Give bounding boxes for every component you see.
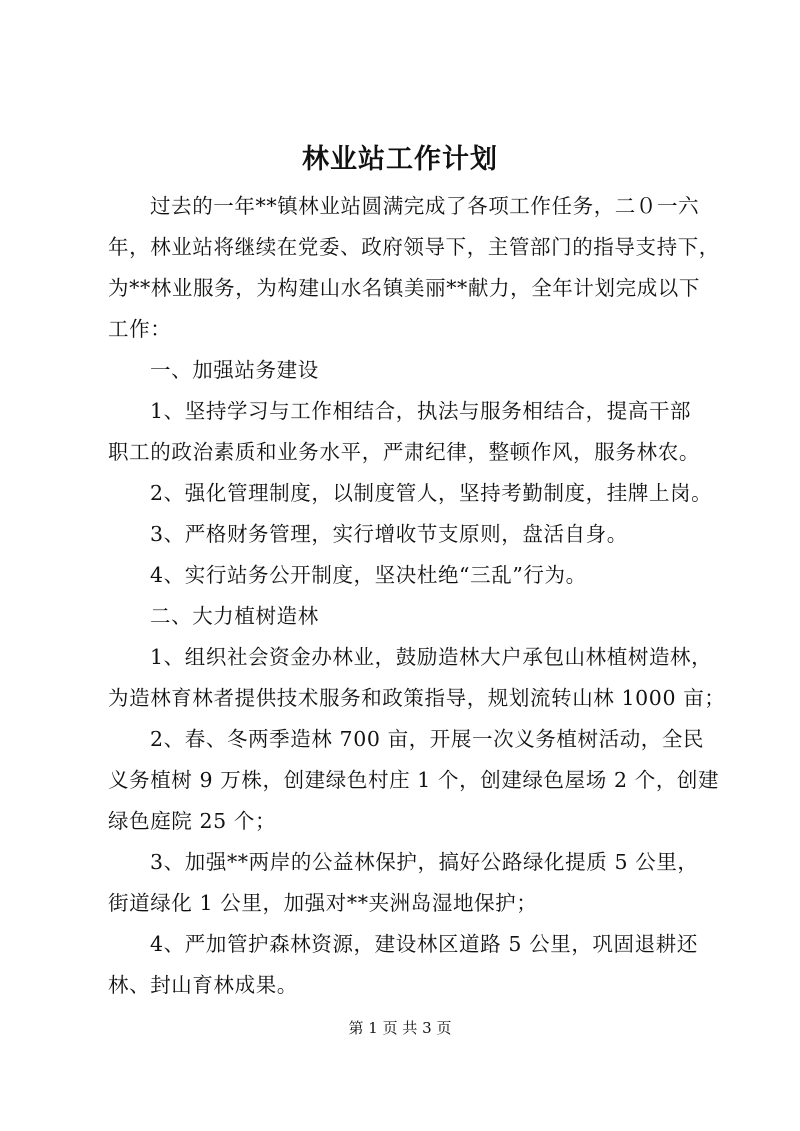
paragraph-line: 2、春、冬两季造林 700 亩，开展一次义务植树活动，全民 [150,727,705,751]
paragraph-line: 为造林育林者提供技术服务和政策指导，规划流转山林 1000 亩； [108,686,726,710]
paragraph-line: 为**林业服务，为构建山水名镇美丽**献力，全年计划完成以下 [108,276,700,300]
paragraph-line: 1、坚持学习与工作相结合，执法与服务相结合，提高干部 [150,399,692,423]
paragraph-line: 街道绿化 1 公里，加强对**夹洲岛湿地保护； [108,891,538,915]
paragraph-line: 义务植树 9 万株，创建绿色村庄 1 个，创建绿色屋场 2 个，创建 [108,768,720,792]
paragraph-line: 2、强化管理制度，以制度管人，坚持考勤制度，挂牌上岗。 [150,481,713,505]
paragraph-line: 4、实行站务公开制度，坚决杜绝“三乱”行为。 [150,563,587,587]
page-footer: 第 1 页 共 3 页 [348,1019,452,1037]
paragraph-line: 3、严格财务管理，实行增收节支原则，盘活自身。 [150,522,628,546]
paragraph-line: 工作： [108,317,172,341]
section-heading: 一、加强站务建设 [150,358,319,382]
paragraph-line: 林、封山育林成果。 [108,973,298,997]
section-heading: 二、大力植树造林 [150,604,319,628]
paragraph-line: 1、组织社会资金办林业，鼓励造林大户承包山林植树造林， [150,645,713,669]
paragraph-line: 年，林业站将继续在党委、政府领导下，主管部门的指导支持下， [108,235,720,259]
paragraph-line: 职工的政治素质和业务水平，严肃纪律，整顿作风，服务林农。 [108,440,700,464]
paragraph-line: 绿色庭院 25 个； [108,809,277,833]
paragraph-line: 4、严加管护森林资源，建设林区道路 5 公里，巩固退耕还 [150,932,698,956]
document-title: 林业站工作计划 [302,144,498,175]
paragraph-line: 过去的一年**镇林业站圆满完成了各项工作任务，二０一六 [150,194,700,218]
paragraph-line: 3、加强**两岸的公益林保护，搞好公路绿化提质 5 公里， [150,850,699,874]
